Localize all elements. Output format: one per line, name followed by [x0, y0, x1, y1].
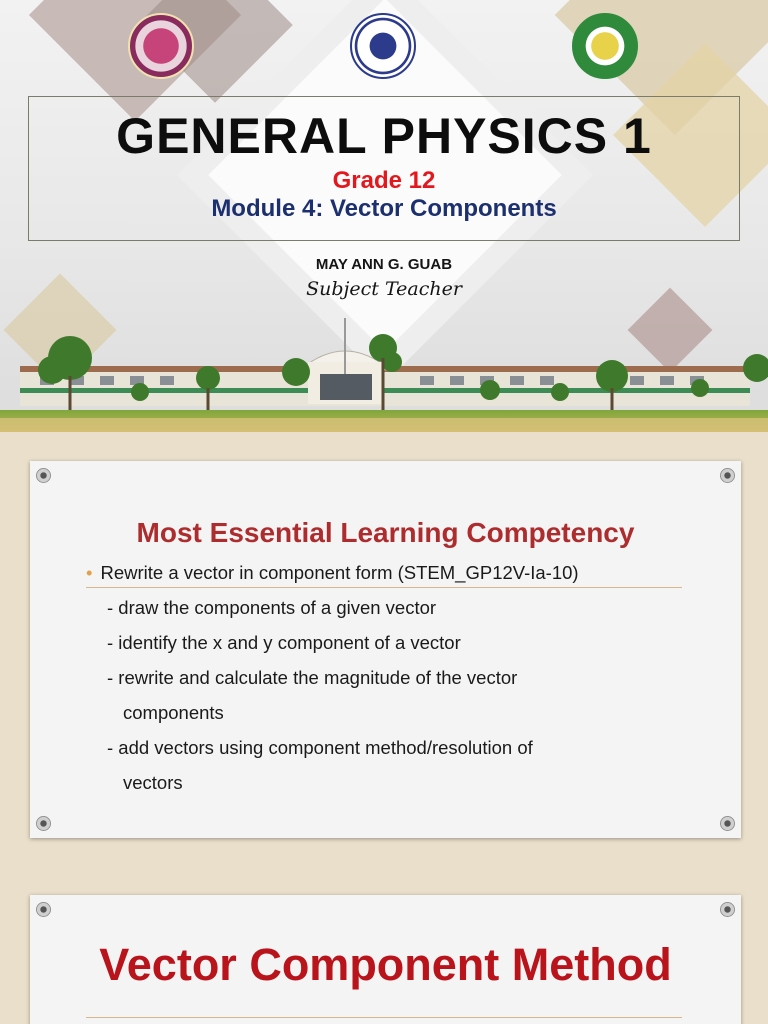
corner-screw-icon	[36, 816, 51, 831]
competency-heading: Most Essential Learning Competency	[136, 517, 635, 548]
list-item: - add vectors using component method/resolution of	[107, 737, 533, 758]
list-item: vectors	[123, 772, 183, 793]
division-seal-icon	[128, 13, 194, 79]
page-title: GENERAL PHYSICS 1	[116, 108, 652, 164]
school-campus-image	[0, 318, 768, 432]
grade-label: Grade 12	[332, 167, 436, 194]
deped-seal-icon	[350, 13, 416, 79]
corner-screw-icon	[720, 468, 735, 483]
corner-screw-icon	[720, 902, 735, 917]
competency-slide	[30, 461, 741, 838]
bullet-icon: •	[86, 562, 93, 583]
method-heading: Vector Component Method	[99, 939, 672, 990]
competency-bullet-text: Rewrite a vector in component form (STEM_GP12V-Ia-10)	[100, 562, 579, 583]
competency-bullet	[86, 562, 682, 588]
list-item: - identify the x and y component of a vector	[107, 632, 461, 653]
corner-screw-icon	[720, 816, 735, 831]
teacher-name: MAY ANN G. GUAB	[315, 256, 453, 273]
list-item: - draw the components of a given vector	[107, 597, 437, 618]
module-label: Module 4: Vector Components	[211, 195, 557, 222]
teacher-role: Subject Teacher	[306, 278, 462, 300]
divider	[86, 1017, 682, 1018]
corner-screw-icon	[36, 902, 51, 917]
list-item: - rewrite and calculate the magnitude of the vector	[107, 667, 518, 688]
list-item: components	[123, 702, 224, 723]
corner-screw-icon	[36, 468, 51, 483]
title-slide	[0, 0, 768, 432]
school-seal-icon	[572, 13, 638, 79]
method-slide	[30, 895, 741, 1024]
